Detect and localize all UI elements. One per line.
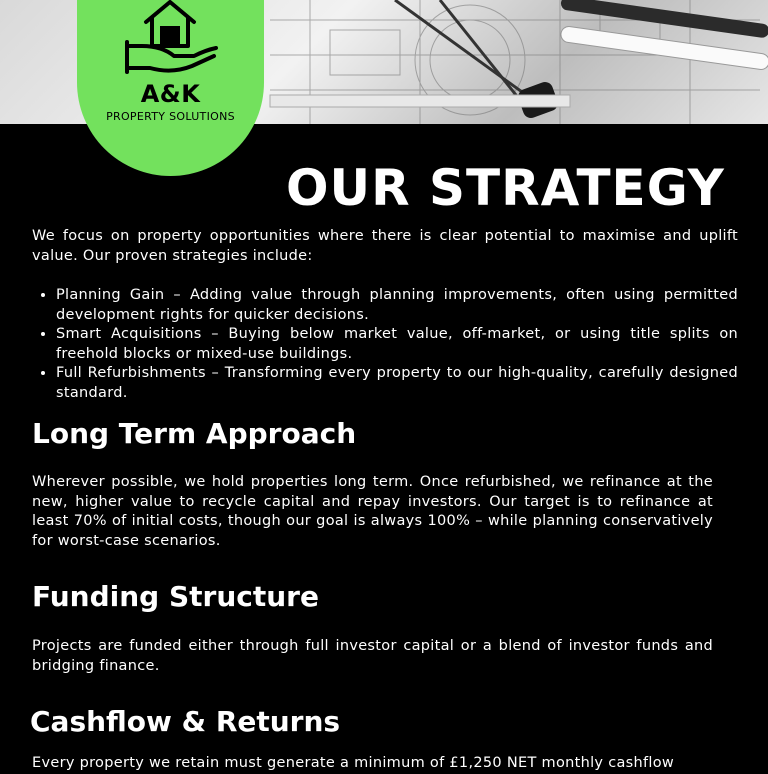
section-body-funding: Projects are funded either through full investor capital or a blend of investor funds and bridging finance. [32,638,713,674]
strategy-item: • Full Refurbishments – Transforming every property to our high-quality, carefully designed standard. [56,364,738,403]
section-heading-cashflow: Cashflow & Returns [30,705,341,738]
section-body-cashflow: Every property we retain must generate a minimum of £1,250 NET monthly cashflow [32,755,675,771]
brand-name: A&K [140,80,201,108]
logo-badge [77,0,264,176]
section-heading-long-term: Long Term Approach [32,417,357,450]
brand-tagline: PROPERTY SOLUTIONS [106,110,235,123]
strategy-list [32,286,738,403]
strategy-item: • Smart Acquisitions – Buying below market value, off-market, or using title splits on freehold blocks or mixed-use buildings. [56,325,738,364]
house-in-hand-icon [122,0,218,80]
strategy-item: • Planning Gain – Adding value through planning improvements, often using permitted development rights for quicker decisions. [56,286,738,325]
intro-paragraph: We focus on property opportunities where there is clear potential to maximise and uplift value. Our proven strategies include: [32,228,738,264]
section-heading-funding: Funding Structure [32,580,319,613]
page-title: OUR STRATEGY [286,159,725,217]
section-body-long-term: Wherever possible, we hold properties long term. Once refurbished, we refinance at the new, higher value to recycle capital and repay investors. Our target is to refinance at least 70% of initial costs, though our goal is always 100% – while planning conservatively for worst-case scenarios. [32,474,713,549]
